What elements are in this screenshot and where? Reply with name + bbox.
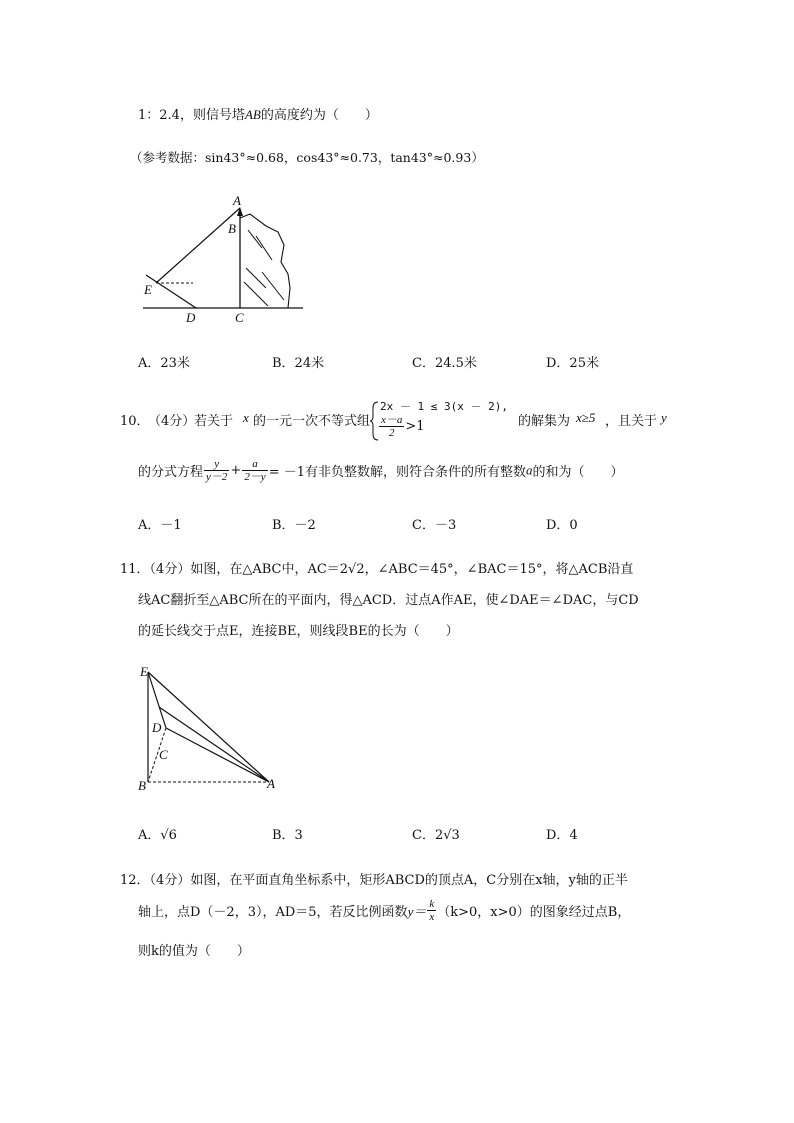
q9-figure bbox=[138, 190, 308, 325]
q10-var-y: y bbox=[661, 410, 667, 425]
q11-option-d[interactable]: D．4 bbox=[546, 828, 578, 843]
q11-option-c[interactable]: C．2√3 bbox=[412, 828, 460, 843]
q9-stem-pre: 1：2.4，则信号塔 bbox=[138, 108, 245, 123]
q9-option-a[interactable]: A．23米 bbox=[138, 356, 190, 371]
q12-function-numerator: k bbox=[429, 898, 435, 910]
q11-label-d: D bbox=[152, 720, 162, 735]
q10-text-post-a: 的解集为 bbox=[518, 414, 571, 429]
q10-option-a[interactable]: A．－1 bbox=[138, 518, 182, 533]
q10-frac2-numerator: a bbox=[252, 458, 258, 470]
q12-stem-line3: 则k的值为（ ） bbox=[138, 944, 250, 959]
q10-text-post-b: ，且关于 bbox=[605, 414, 658, 429]
q9-option-c[interactable]: C．24.5米 bbox=[412, 356, 477, 371]
q9-label-a: A bbox=[233, 193, 241, 208]
q12-line2-post: （k>0，x>0）的图象经过点B， bbox=[437, 905, 631, 920]
q10-inequality-1: 2x － 1 ≤ 3(x － 2), bbox=[380, 400, 508, 413]
q12-score: （4分） bbox=[149, 873, 191, 888]
q11-stem-line2: 线AC翻折至△ABC所在的平面内，得△ACD．过点A作AE，使∠DAE＝∠DAC，与CD bbox=[138, 593, 639, 608]
q11-segment-da bbox=[159, 707, 269, 782]
q10-var-a: a bbox=[526, 462, 533, 478]
q10-text-pre: 若关于 bbox=[194, 414, 234, 429]
q10-ineq2-denominator: 2 bbox=[379, 426, 404, 439]
q10-line2-mid: 有非负整数解，则符合条件的所有整数 bbox=[305, 465, 527, 480]
q11-label-a: A bbox=[267, 776, 275, 791]
q11-label-c: C bbox=[159, 747, 168, 762]
q10-solution: x≥5 bbox=[576, 410, 596, 425]
q10-frac1-numerator: y bbox=[214, 458, 220, 470]
q9-label-d: D bbox=[186, 310, 196, 325]
q9-option-b[interactable]: B．24米 bbox=[272, 356, 325, 371]
q11-number: 11． bbox=[120, 562, 150, 577]
q10-ineq2-rhs: >1 bbox=[405, 419, 425, 434]
q10-equation-rhs: = －1 bbox=[268, 465, 305, 480]
q10-text-mid: 的一元一次不等式组 bbox=[253, 414, 371, 429]
q12-stem-line1 bbox=[120, 869, 628, 888]
q11-figure bbox=[135, 660, 285, 795]
q12-function-denominator: x bbox=[429, 911, 435, 923]
q9-cliff-hatch bbox=[246, 268, 266, 288]
q9-stem-post: 的高度约为（ ） bbox=[260, 108, 378, 123]
q10-var-x: x bbox=[243, 410, 249, 425]
q10-score: （4分） bbox=[148, 414, 196, 429]
q10-number: 10． bbox=[120, 414, 150, 429]
q10-inequality-2 bbox=[378, 414, 425, 439]
q9-cliff-hatch bbox=[262, 272, 284, 300]
q11-stem-line3: 的延长线交于点E，连接BE，则线段BE的长为（ ） bbox=[138, 624, 459, 639]
q9-cliff-hatch bbox=[248, 230, 262, 248]
q9-line-ea bbox=[156, 208, 240, 283]
q9-cliff-hatch bbox=[256, 236, 272, 260]
q12-number: 12． bbox=[120, 873, 150, 888]
q9-label-b: B bbox=[228, 221, 236, 236]
q9-var-ab: AB bbox=[244, 107, 261, 122]
q9-label-c: C bbox=[235, 310, 244, 325]
q12-line1-text: 如图，在平面直角坐标系中，矩形ABCD的顶点A，C分别在x轴，y轴的正半 bbox=[190, 873, 628, 888]
q12-function-y: y＝ bbox=[407, 904, 427, 919]
q10-stem-line2 bbox=[138, 458, 624, 483]
q11-score: （4分） bbox=[149, 562, 191, 577]
q10-ineq2-numerator: x－a bbox=[381, 414, 403, 426]
q10-frac1-denominator: y－2 bbox=[206, 471, 228, 483]
q10-line2-post: 的和为（ ） bbox=[532, 465, 624, 480]
q9-cliff-hatch bbox=[244, 282, 268, 306]
q11-label-b: B bbox=[138, 778, 146, 793]
q10-option-d[interactable]: D．0 bbox=[546, 518, 578, 533]
q10-plus: + bbox=[230, 463, 242, 478]
q11-segment-ca bbox=[166, 728, 269, 782]
q12-line2-pre: 轴上，点D（－2，3），AD＝5，若反比例函数 bbox=[138, 905, 408, 920]
q11-label-e: E bbox=[140, 664, 148, 679]
q11-option-b[interactable]: B．3 bbox=[272, 828, 303, 843]
q9-reference-data: （参考数据：sin43°≈0.68，cos43°≈0.73，tan43°≈0.93） bbox=[130, 150, 484, 165]
q9-label-e: E bbox=[144, 282, 152, 297]
q9-stem-line1 bbox=[138, 104, 378, 123]
q10-option-b[interactable]: B．－2 bbox=[272, 518, 316, 533]
q9-cliff-outline bbox=[240, 214, 290, 308]
q12-stem-line2 bbox=[138, 898, 630, 923]
q10-option-c[interactable]: C．－3 bbox=[412, 518, 457, 533]
q9-option-d[interactable]: D．25米 bbox=[546, 356, 599, 371]
q9-slope-ed bbox=[146, 275, 196, 308]
q10-line2-pre: 的分式方程 bbox=[138, 465, 204, 480]
q10-frac2-denominator: 2－y bbox=[244, 471, 266, 483]
q11-stem-line1 bbox=[120, 558, 633, 577]
q11-line1-text: 如图，在△ABC中，AC＝2√2，∠ABC＝45°，∠BAC＝15°，将△ACB沿直 bbox=[190, 562, 634, 577]
q11-option-a[interactable]: A．√6 bbox=[138, 828, 177, 843]
